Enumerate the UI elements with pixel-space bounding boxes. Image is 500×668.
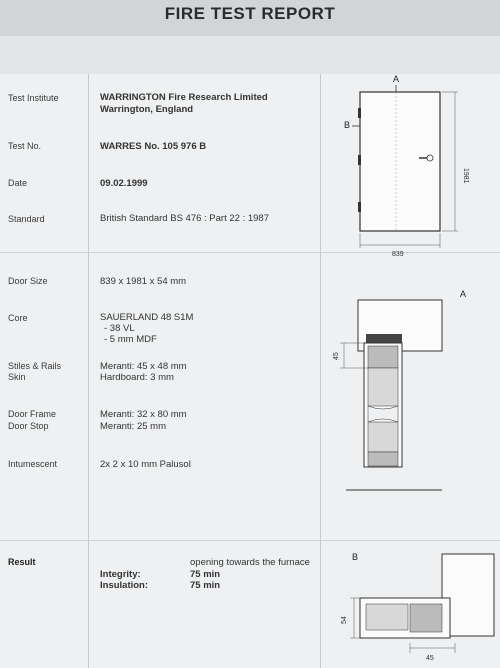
field-value: 839 x 1981 x 54 mm xyxy=(100,276,187,287)
insulation-value: 75 min xyxy=(190,580,221,591)
column-divider xyxy=(88,74,89,668)
field-label: Door Stop xyxy=(8,421,49,431)
core-lower xyxy=(368,422,398,452)
field-value: Warrington, England xyxy=(100,104,194,115)
integrity-value: 75 min xyxy=(190,569,221,580)
field-label: Intumescent xyxy=(8,459,58,469)
core-section xyxy=(366,604,408,630)
result-note: opening towards the furnace xyxy=(190,557,310,568)
label-b: B xyxy=(352,552,359,562)
field-label: Test Institute xyxy=(8,93,59,103)
field-value: Hardboard: 3 mm xyxy=(100,372,174,383)
result-label: Result xyxy=(8,557,36,567)
field-value: - 5 mm MDF xyxy=(104,334,157,345)
field-label: Standard xyxy=(8,214,45,224)
field-value: Meranti: 45 x 48 mm xyxy=(100,361,187,372)
stile-section xyxy=(410,604,442,632)
label-b: B xyxy=(344,120,351,130)
door-elevation-drawing xyxy=(330,70,495,265)
field-value: WARRINGTON Fire Research Limited xyxy=(100,92,268,103)
dim-45: 45 xyxy=(333,352,340,360)
field-value: 2x 2 x 10 mm Palusol xyxy=(100,459,191,470)
height-dim: 1981 xyxy=(462,168,469,184)
field-value: WARRES No. 105 976 B xyxy=(100,141,207,152)
insulation-label: Insulation: xyxy=(100,580,149,591)
width-dim: 839 xyxy=(392,251,404,258)
hinge xyxy=(358,108,361,118)
field-label: Core xyxy=(8,313,28,323)
field-value: - 38 VL xyxy=(104,323,135,334)
integrity-label: Integrity: xyxy=(100,569,141,580)
field-label: Test No. xyxy=(8,141,42,151)
dim-54: 54 xyxy=(341,616,348,624)
field-value: British Standard BS 476 : Part 22 : 1987 xyxy=(100,213,269,224)
field-label: Date xyxy=(8,178,28,188)
bottom-rail xyxy=(368,452,398,466)
report-title: FIRE TEST REPORT xyxy=(164,4,336,23)
core-upper xyxy=(368,368,398,406)
top-rail xyxy=(368,346,398,368)
field-label: Door Size xyxy=(8,276,48,286)
field-value: SAUERLAND 48 S1M xyxy=(100,312,194,323)
drawing-divider xyxy=(320,74,321,668)
label-a: A xyxy=(393,74,400,84)
header-band xyxy=(0,36,500,74)
section-b-drawing xyxy=(330,548,495,663)
dim-45-horizontal: 45 xyxy=(426,655,434,662)
field-value: 09.02.1999 xyxy=(100,178,148,189)
door-leaf xyxy=(360,92,440,231)
report-header xyxy=(0,0,500,38)
section-a-drawing xyxy=(330,282,495,502)
hinge xyxy=(358,202,361,212)
field-label: Skin xyxy=(8,372,26,382)
field-value: Meranti: 25 mm xyxy=(100,421,166,432)
label-a: A xyxy=(460,289,467,299)
intumescent-seal xyxy=(366,334,402,343)
section-divider xyxy=(0,540,500,541)
hinge xyxy=(358,155,361,165)
field-value: Meranti: 32 x 80 mm xyxy=(100,409,187,420)
field-label: Door Frame xyxy=(8,409,57,419)
field-label: Stiles & Rails xyxy=(8,361,62,371)
